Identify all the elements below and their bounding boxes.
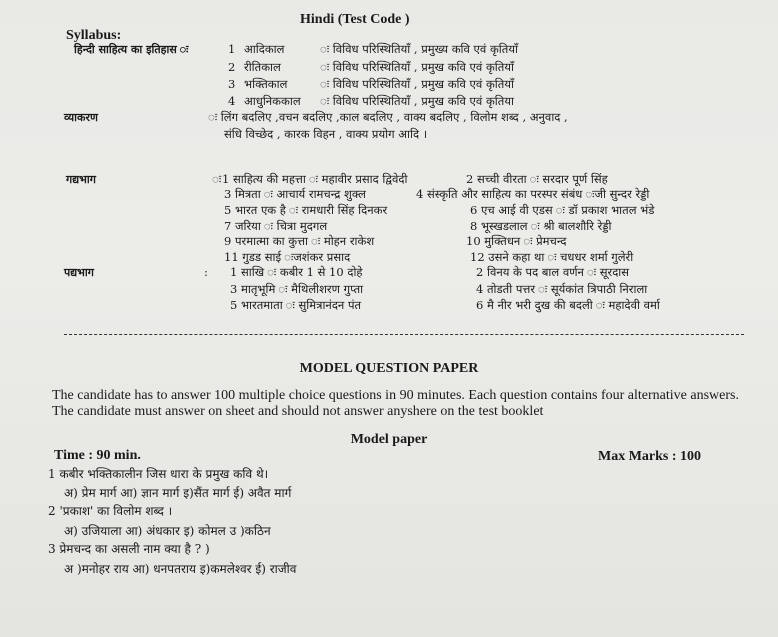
model-subheading: Model paper: [350, 432, 428, 447]
sahitya-item-period: भक्तिकाल: [244, 77, 288, 91]
vyakaran-line: संधि विच्छेद , कारक विहन , वाक्य प्रयोग आदि ।: [224, 127, 428, 141]
sahitya-item-num: 4: [228, 94, 236, 108]
sahitya-item-num: 1: [228, 42, 236, 56]
question-text: 1 कबीर भक्तिकालीन जिस धारा के प्रमुख कवि थे।: [48, 467, 269, 481]
gadya-left: 9 परमात्मा का कुत्ता ः मोहन राकेश: [224, 234, 375, 248]
gadya-left: 1 साहित्य की महत्ता ः महावीर प्रसाद द्विवेदी: [222, 172, 408, 186]
padya-label: पद्यभाग: [64, 266, 94, 279]
padya-right: 2 विनय के पद बाल वर्णन ः सूरदास: [476, 265, 630, 279]
question-text: 2 'प्रकाश' का विलोम शब्द ।: [48, 504, 173, 518]
gadya-left: 7 जरिया ः चित्रा मुदगल: [224, 219, 328, 233]
sahitya-item-desc: ः विविध परिस्थितियाँ , प्रमुख कवि एवं कृतिया: [320, 94, 514, 108]
padya-left: 5 भारतमाता ः सुमित्रानंदन पंत: [230, 298, 362, 312]
gadya-right: 2 सच्ची वीरता ः सरदार पूर्ण सिंह: [466, 172, 608, 186]
page-title: Hindi (Test Code ): [300, 12, 410, 27]
question-options: अ) प्रेम मार्ग आ) ज्ञान मार्ग इ)सैंत मार्ग ई) अवैत मार्ग: [64, 486, 292, 500]
gadya-label: गद्यभाग: [66, 173, 96, 186]
question-text: 3 प्रेमचन्द का असली नाम क्या है ? ): [48, 542, 210, 556]
padya-left: 1 साखि ः कबीर 1 से 10 दोहे: [230, 265, 363, 279]
gadya-left: 3 मित्रता ः आचार्य रामचन्द्र शुक्ल: [224, 187, 366, 201]
sahitya-item-desc: ः विविध परिस्थितियाँ , प्रमुख कवि एवं कृतियाँ: [320, 77, 514, 91]
gadya-left: 11 गुडड साई ःजशंकर प्रसाद: [224, 250, 351, 264]
gadya-right: 8 भूस्खडलाल ः श्री बालशौरि रेड्डी: [470, 219, 612, 233]
question-options: अ) उजियाला आ) अंधकार इ) कोमल उ )कठिन: [64, 524, 271, 538]
vyakaran-line: ः लिंग बदलिए ,वचन बदलिए ,काल बदलिए , वाक्य बदलिए , विलोम शब्द , अनुवाद ,: [208, 110, 568, 124]
question-options: अ )मनोहर राय आ) धनपतराय इ)कमलेश्वर ई) राजीव: [64, 562, 297, 576]
sahitya-item-period: आदिकाल: [244, 42, 285, 56]
sahitya-label: हिन्दी साहित्य का इतिहास ः: [74, 43, 189, 56]
gadya-right: 10 मुक्तिधन ः प्रेमचन्द: [466, 234, 567, 248]
gadya-left: 5 भारत एक है ः रामधारी सिंह दिनकर: [224, 203, 388, 217]
instructions-text: The candidate has to answer 100 multiple choice questions in 90 minutes. Each question contains four alternative answers. The candidate must answer on sheet and should not answer anyshere on the test booklet: [52, 388, 739, 419]
padya-left: 3 मातृभूमि ः मैथिलीशरण गुप्ता: [230, 282, 364, 296]
gadya-right: 4 संस्कृति और साहित्य का परस्पर संबंध ःजी सुन्दर रेड्डी: [416, 187, 650, 201]
padya-right: 6 मै नीर भरी दुख की बदली ः महादेवी वर्मा: [476, 298, 660, 312]
sahitya-item-num: 3: [228, 77, 236, 91]
padya-right: 4 तोडती पत्तर ः सूर्यकांत त्रिपाठी निराला: [476, 282, 648, 296]
max-marks-label: Max Marks : 100: [598, 449, 702, 464]
syllabus-label: Syllabus:: [66, 28, 122, 43]
sahitya-item-period: रीतिकाल: [244, 60, 281, 74]
gadya-right: 12 उसने कहा था ः चधधर शर्मा गुलेरी: [470, 250, 634, 264]
sahitya-item-num: 2: [228, 60, 236, 74]
padya-marker: :: [204, 265, 208, 279]
sahitya-item-period: आधुनिककाल: [244, 94, 301, 108]
sahitya-item-desc: ः विविध परिस्थितियाँ , प्रमुख कवि एवं कृतियाँ: [320, 60, 514, 74]
model-heading: MODEL QUESTION PAPER: [299, 361, 479, 376]
sahitya-item-desc: ः विविध परिस्थितियाँ , प्रमुख्य कवि एवं कृतियाँ: [320, 42, 518, 56]
time-label: Time : 90 min.: [54, 448, 141, 463]
section-divider: [64, 334, 744, 335]
gadya-marker: ः: [212, 172, 222, 186]
gadya-right: 6 एच आई वी एडस ः डॉ प्रकाश भातल भंडे: [470, 203, 655, 217]
vyakaran-label: व्याकरण: [64, 111, 98, 124]
